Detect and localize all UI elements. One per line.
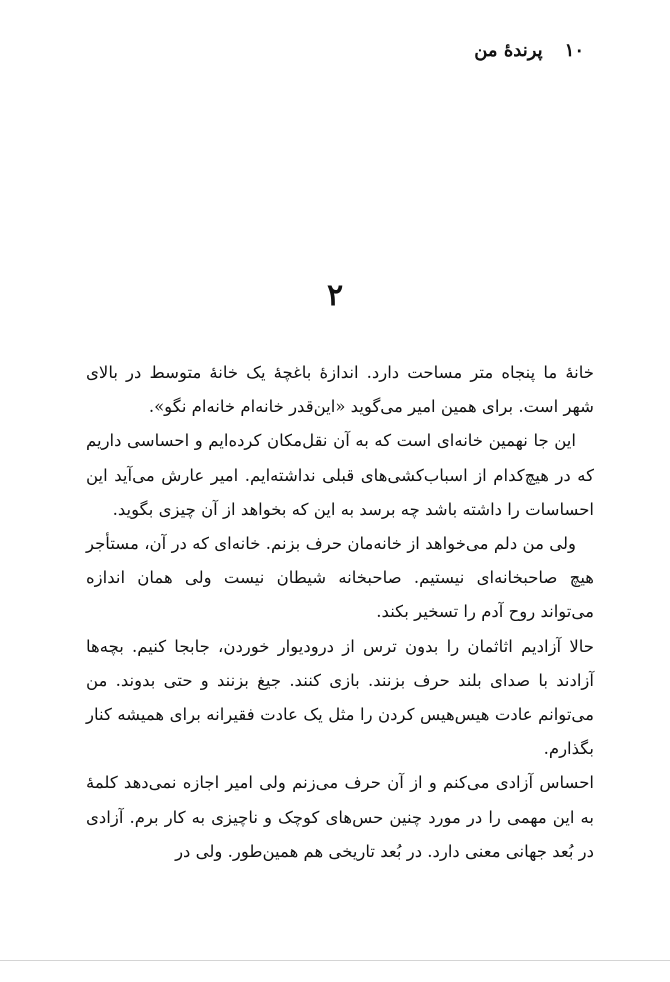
paragraph: خانهٔ ما پنجاه متر مساحت دارد. اندازهٔ باغچهٔ یک خانهٔ متوسط در بالای شهر است. برای همین امیر می‌گوید «این‌قدر خانه‌ام خانه‌ام نگو». bbox=[86, 363, 594, 417]
body-text bbox=[86, 356, 594, 869]
page-number: ۱۰ bbox=[564, 40, 584, 61]
chapter-number: ۲ bbox=[326, 278, 344, 313]
running-title: پرندهٔ من bbox=[474, 40, 543, 61]
running-header bbox=[474, 40, 584, 61]
paragraph: حالا آزادیم اثاثمان را بدون ترس از درودیوار خوردن، جابجا کنیم. بچه‌ها آزادند با صدای بلند حرف بزنند. بازی کنند. جیغ بزنند و حتی بدوند. من می‌توانم عادت هیس‌هیس کردن را مثل یک عادت فقیرانه برای همیشه کنار بگذارم. bbox=[86, 636, 594, 759]
page-bottom-divider bbox=[0, 960, 670, 961]
paragraph: این جا نهمین خانه‌ای است که به آن نقل‌مکان کرده‌ایم و احساسی داریم که در هیچ‌کدام از اسباب‌کشی‌های قبلی نداشته‌ایم. امیر عارش می‌آید این احساسات را داشته باشد چه برسد به این که بخواهد از آن چیزی بگوید. bbox=[86, 431, 594, 519]
paragraph: احساس آزادی می‌کنم و از آن حرف می‌زنم ولی امیر اجازه نمی‌دهد کلمهٔ به این مهمی را در مورد چنین حس‌های کوچک و ناچیزی به کار برم. آزادی در بُعد جهانی معنی دارد. در بُعد تاریخی هم همین‌طور. ولی در bbox=[86, 773, 594, 861]
paragraph: ولی من دلم می‌خواهد از خانه‌مان حرف بزنم. خانه‌ای که در آن، مستأجر هیچ صاحبخانه‌ای نیستیم. صاحبخانه شیطان نیست ولی همان اندازه می‌تواند روح آدم را تسخیر بکند. bbox=[86, 534, 594, 622]
